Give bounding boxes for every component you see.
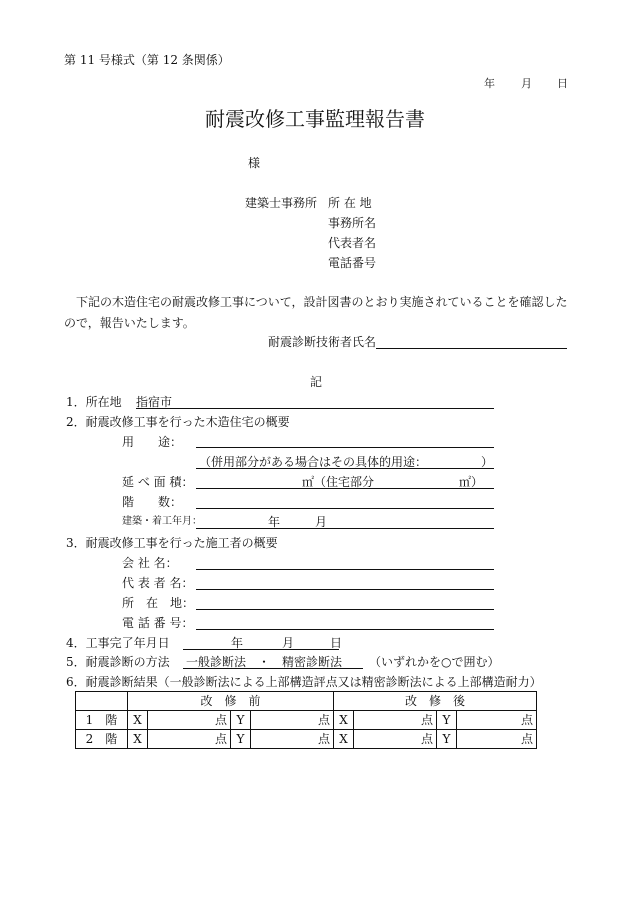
location-value: 指宿市 [136,395,173,409]
y-label: Y [437,730,457,749]
section6-label: 6．耐震診断結果（一般診断法による上部構造評点又は精密診断法による上部構造耐力） [66,675,542,689]
table-corner-cell [76,692,128,711]
inspector-name-field[interactable] [376,348,567,349]
mixed-use-field[interactable] [196,468,494,469]
diagnosis-result-table [75,691,537,749]
office-field-name: 事務所名 [328,216,377,230]
location-field[interactable] [136,408,494,409]
score-cell[interactable]: 点 [354,730,437,749]
completion-day-label: 日 [330,636,343,650]
contractor-representative-label: 代 表 者 名： [122,576,194,590]
completion-year-label: 年 [231,636,244,650]
inspector-label: 耐震診断技術者氏名 [268,335,377,349]
office-field-phone: 電話番号 [328,256,377,270]
score-cell[interactable]: 点 [354,711,437,730]
statement-line-2: ので，報告いたします。 [64,316,195,330]
y-label: Y [231,730,251,749]
table-header-row [76,692,537,711]
contractor-company-label: 会 社 名： [122,556,178,570]
date-day-label: 日 [557,77,568,90]
built-label: 建築・着工年月： [122,516,202,527]
section1-label: 1．所在地 [66,395,122,409]
table-row [76,711,537,730]
page-title: 耐震改修工事監理報告書 [205,107,425,131]
floors-label: 階 数： [122,495,183,509]
use-field[interactable] [196,447,494,448]
use-label: 用 途： [122,435,183,449]
section2-label: 2．耐震改修工事を行った木造住宅の概要 [66,415,290,429]
built-date-field[interactable] [196,528,494,529]
x-label: X [334,711,354,730]
before-header: 改 修 前 [128,692,334,711]
after-header: 改 修 後 [334,692,537,711]
y-label: Y [231,711,251,730]
mixed-use-note: （併用部分がある場合はその具体的用途： ） [199,455,494,469]
score-cell[interactable]: 点 [148,730,231,749]
area-unit-1: ㎡（住宅部分 [302,475,375,489]
addressee-suffix: 様 [248,156,261,170]
section4-label: 4．工事完了年月日 [66,636,170,650]
floor-area-label: 延 べ 面 積： [122,475,194,489]
office-field-representative: 代表者名 [328,236,377,250]
table-row [76,730,537,749]
floors-field[interactable] [196,508,494,509]
statement-line-1: 下記の木造住宅の耐震改修工事について，設計図書のとおり実施されていることを確認した [76,295,568,309]
built-year-label: 年 [268,515,281,529]
score-cell[interactable]: 点 [251,711,334,730]
area-unit-2: ㎡） [459,475,484,489]
completion-date-field[interactable] [183,649,339,650]
date-year-label: 年 [484,77,495,90]
completion-month-label: 月 [282,636,295,650]
contractor-phone-label: 電 話 番 号： [122,616,194,630]
contractor-address-label: 所 在 地： [122,596,195,610]
section5-label: 5．耐震診断の方法 [66,655,170,669]
floor-area-field[interactable] [196,488,494,489]
contractor-company-field[interactable] [196,569,494,570]
x-label: X [334,730,354,749]
x-label: X [128,711,148,730]
office-label: 建築士事務所 [245,196,318,210]
contractor-address-field[interactable] [196,609,494,610]
section3-label: 3．耐震改修工事を行った施工者の概要 [66,536,278,550]
score-cell[interactable]: 点 [457,730,537,749]
score-cell[interactable]: 点 [251,730,334,749]
diagnosis-method-options[interactable]: 一般診断法 ・ 精密診断法 [186,655,343,669]
office-field-address: 所 在 地 [328,196,372,210]
score-cell[interactable]: 点 [148,711,231,730]
ki-heading: 記 [310,375,323,389]
score-cell[interactable]: 点 [457,711,537,730]
floor-label: 2 階 [76,730,128,749]
diagnosis-method-note: （いずれかを○で囲む） [369,655,500,669]
form-number: 第 11 号様式（第 12 条関係） [64,53,230,67]
built-month-label: 月 [315,515,328,529]
date-month-label: 月 [521,77,532,90]
floor-label: 1 階 [76,711,128,730]
contractor-phone-field[interactable] [196,629,494,630]
contractor-representative-field[interactable] [196,589,494,590]
y-label: Y [437,711,457,730]
diagnosis-method-underline [183,668,363,669]
x-label: X [128,730,148,749]
